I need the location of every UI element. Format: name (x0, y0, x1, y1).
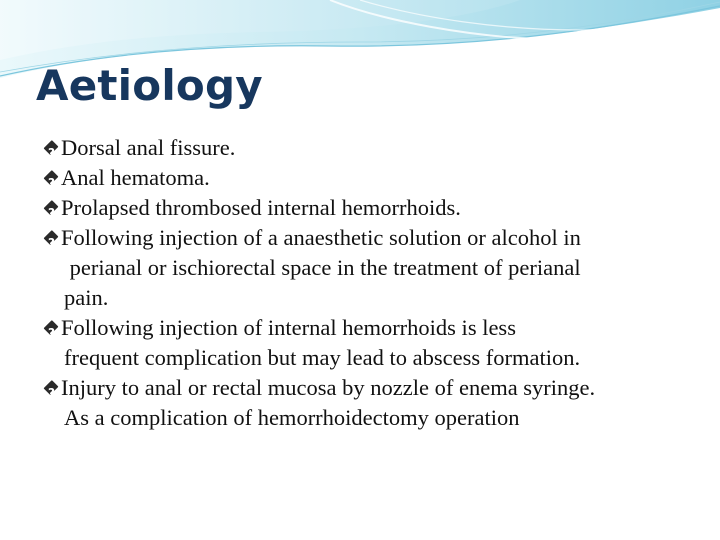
bullet-text: perianal or ischiorectal space in the treatment of perianal (64, 255, 581, 280)
bullet-icon (44, 139, 58, 157)
bullet-text: Following injection of internal hemorrhoids is less (61, 315, 516, 340)
slide-title: Aetiology (36, 61, 263, 110)
bullet-text: frequent complication but may lead to abscess formation. (64, 345, 581, 370)
bullet-item (44, 193, 704, 223)
bullet-icon (44, 229, 58, 247)
bullet-item (44, 133, 704, 163)
bullet-text: Anal hematoma. (61, 165, 210, 190)
bullet-item (44, 223, 704, 253)
bullet-text: Injury to anal or rectal mucosa by nozzle of enema syringe. (61, 375, 596, 400)
bullet-icon (44, 319, 58, 337)
bullet-icon (44, 199, 58, 217)
bullet-continuation (44, 253, 704, 283)
bullet-text: pain. (64, 285, 109, 310)
bullet-icon (44, 169, 58, 187)
bullet-text: As a complication of hemorrhoidectomy operation (64, 405, 520, 430)
bullet-text: Following injection of a anaesthetic solution or alcohol in (61, 225, 581, 250)
bullet-item (44, 163, 704, 193)
bullet-continuation (44, 403, 704, 433)
bullet-list (44, 133, 704, 433)
bullet-text: Prolapsed thrombosed internal hemorrhoids. (61, 195, 461, 220)
bullet-continuation (44, 283, 704, 313)
bullet-continuation (44, 343, 704, 373)
bullet-icon (44, 379, 58, 397)
bullet-text: Dorsal anal fissure. (61, 135, 236, 160)
bullet-item (44, 373, 704, 403)
bullet-item (44, 313, 704, 343)
